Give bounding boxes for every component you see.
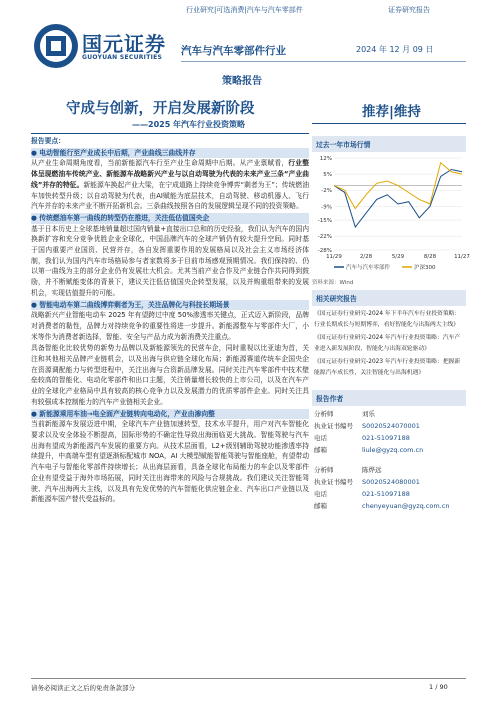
industry-tagline: 行业研究|可选消费|汽车与汽车零部件 (186, 6, 303, 14)
series-line (334, 170, 462, 228)
rating-label: 推荐|维持 (362, 104, 421, 120)
analyst-card-2 (312, 462, 466, 514)
x-tick-label: 11/29 (326, 254, 342, 260)
title-divider (31, 133, 309, 134)
chart-panel-header: 过去一年市场行情 (312, 136, 466, 152)
section-2-paragraph: 基于日本历史上全球基地销量超过国内销量+直接出口总和的历史经验，我们认为汽车的国内换新扩容和充分竞争优胜企业全球化，中国品牌汽车的全球产销仍有较大提升空间。同时基于国内重要产业国资、民营并存，各自发挥重要作用的发展格局以及社会主义市场经济体制，我们认为国内汽车市场格局参与者家数将多于目前市场感观预期情况。我们保持的、仍以第一曲线为主的部分企业仍有发展壮大机会。尤其当前产业合作及产业链合作共同得到鼓励，并不断赋能变体的背景下，建议关注低估值国央企转型发展，以及并购重组带来的发展机会，实现估值提升的可能。 (31, 224, 309, 297)
rating-divider (312, 123, 466, 124)
y-tick-label: -2% (321, 188, 332, 195)
analyst-panel-header: 报告作者 (312, 390, 466, 406)
footer-disclaimer: 请务必阅读正文之后的免责条款部分 (31, 684, 135, 692)
page-number: 1 / 90 (429, 683, 448, 691)
company-name-cn: 国元证券 (82, 32, 166, 56)
report-title: 守成与创新，开启发展新阶段 (66, 101, 255, 117)
y-tick-label: 5% (323, 172, 332, 179)
legend-label: 沪深300 (414, 265, 436, 271)
cert-number: S0020524070001 (362, 422, 420, 430)
cert-label: 执业证书编号 (314, 422, 353, 430)
x-tick-label: 2/28 (359, 254, 373, 260)
y-tick-label: -28% (317, 248, 332, 254)
analyst-name-label: 分析师 (314, 410, 334, 418)
phone-number: 021-51097188 (362, 490, 410, 498)
section-3-title: ● 智能电动车第二曲线博弈剩者为王，关注品牌化与科技长期场景 (31, 300, 309, 311)
section-3-paragraph: 战略新兴产业智能电动车 2025 年有望跨过中度 50%渗透率关键点，正式迈入新阶段，品牌对消费者的黏性，品牌力对持续竞争的重要性将进一步提升。新能源整车与零部件大厂，小米等作为消费者新选择，智能、安全与产品力成为新消费关注重点。 (31, 311, 309, 341)
market-chart (312, 152, 470, 276)
related-report-item[interactable]: 《国元证券行业研究-2023 年汽车行业投资策略：把握新能源汽车成长性，关注智能化与出海机遇》 (314, 359, 461, 376)
x-tick-label: 5/29 (391, 254, 405, 260)
section-1-bold: 行业整体呈现燃油车传统产业、新能源车战略新兴产业与以自动驾驶为代表的未来产业三条“产业曲线”并存的特征。 (31, 159, 310, 189)
report-body (31, 135, 309, 675)
phone-number: 021-51097188 (362, 434, 410, 442)
analyst-name-label: 分析师 (314, 466, 334, 474)
section-2-title: ● 传统燃油车第一曲线的转型仍在推进，关注低估值国央企 (31, 213, 309, 224)
section-3-paragraph-2: 具备智能化比较优势的新势力品牌以及新能源领先的民营车企，同时重视以比亚迪为首，关注和其他相关品牌产业链机会，以及出海与供应链全球化布局；新能源赛道传统车企国央企在资源调配能力与转型进程中，关注出海与合资新品牌发展。同时关注汽车零部件中技术壁垒较高的智能化、电动化零部件和出口主题，关注销量增长较快的上市公司，以及在汽车产业的全球化产业格局中具有较高的核心竞争力以及发展潜力的优质零部件企业。同时关注具有较强成本控制能力的汽车产业链相关企业。 (31, 344, 309, 406)
phone-label: 电话 (314, 490, 327, 498)
report-header (0, 0, 500, 92)
phone-label: 电话 (314, 434, 327, 442)
report-date: 2024 年 12 月 09 日 (356, 45, 434, 54)
section-1-paragraph (31, 158, 309, 212)
analyst-name: 刘乐 (362, 410, 375, 418)
x-tick-label: 8/28 (423, 254, 437, 260)
legend-label: 汽车与汽车零部件 (346, 265, 391, 271)
y-tick-label: -15% (317, 218, 332, 225)
y-tick-label: 12% (319, 156, 332, 162)
chart-source: 资料来源：Wind (312, 280, 354, 286)
sector-name: 汽车与汽车零部件行业 (181, 45, 286, 57)
cert-number: S0020524080001 (362, 478, 420, 486)
footer-divider (31, 678, 466, 679)
guoyuan-logo-icon (32, 22, 80, 70)
x-tick-label: 11/27 (454, 254, 470, 260)
related-report-item[interactable]: 《国元证券行业研究-2024 年下半年汽车行业投资策略：行业长期成长与短期博弈，看好智能化与出海两大主线》 (314, 311, 461, 328)
related-reports-list (312, 306, 466, 384)
section-1-text-2: 新能源车换起产业大梁，在宁成道路上持续竞争博弈“剩者为王”；传统燃油车加快转型升级；以自动驾驶为代表，由AI赋能为底层技术，自动驾驶、移动机器人、飞行汽车并存的未来产业不断开拓新机会。三条曲线按照各自的发展逻辑呈现不同的投资策略。 (31, 180, 309, 211)
section-1-title: ● 电动智能行至产业成长中后期，产业曲线三曲线并存 (31, 148, 309, 159)
y-tick-label: -22% (317, 234, 332, 241)
sidebar (312, 136, 470, 514)
section-4-paragraph: 当前新能源车发展迈进中期，全球汽车产业链加速转型，技术水平提升，用户对汽车智能化要求以及安全体验不断提高，国际形势的不确定性导致出海面临更大挑战。智能驾驶与汽车出海有望成为新能源汽车发展的重要方向。从技术层面看，L2+级别辅助驾驶功能渗透率持续提升，中高端车型有望逐渐标配城市 NOA，AI 大模型赋能智能驾驶与智能座舱，有望带动汽车电子与智能化零部件持续增长；从出海层面看，具备全球化布局能力的车企以及零部件企业有望受益于海外市场拓展，同时关注出海带来的风险与合规挑战。我们建议关注智能驾驶、汽车出海两大主线，以及具有先发优势的汽车智能化供应链企业、汽车出口产业链以及新能源车国产替代受益标的。 (31, 420, 309, 504)
analyst-name: 陈烨远 (362, 466, 382, 474)
email-label: 邮箱 (314, 502, 327, 510)
email-link[interactable]: chenyeyuan@gyzq.com.cn (362, 502, 450, 510)
market-chart-svg (312, 152, 470, 276)
y-tick-label: -9% (321, 204, 332, 211)
cert-label: 执业证书编号 (314, 478, 353, 486)
email-label: 邮箱 (314, 446, 327, 454)
related-report-item[interactable]: 《国元证券行业研究-2024 年汽车行业投资策略：汽车产业进入新发展阶段，智能化与出海双轮驱动》 (314, 335, 461, 352)
points-label: 报告要点： (31, 137, 65, 145)
email-link[interactable]: liule@gyzq.com.cn (362, 446, 424, 454)
report-subtitle: ——2025 年汽车行业投资策略 (132, 120, 246, 129)
document-type: 证券研究报告 (388, 6, 430, 14)
header-divider (181, 61, 466, 62)
company-name-en: GUOYUAN SECURITIES (82, 54, 163, 61)
related-panel-header: 相关研究报告 (312, 290, 466, 306)
analyst-card-1 (312, 406, 466, 458)
section-1-text: 从产业生命周期角度看，当前新能源汽车行至产业生命周期中后期。从产业禀赋看， (31, 159, 289, 168)
section-4-title: ● 新能源乘用车油→电全面产业链转向电动化，产业由渗向整 (31, 409, 309, 420)
report-type: 策略报告 (222, 76, 262, 87)
